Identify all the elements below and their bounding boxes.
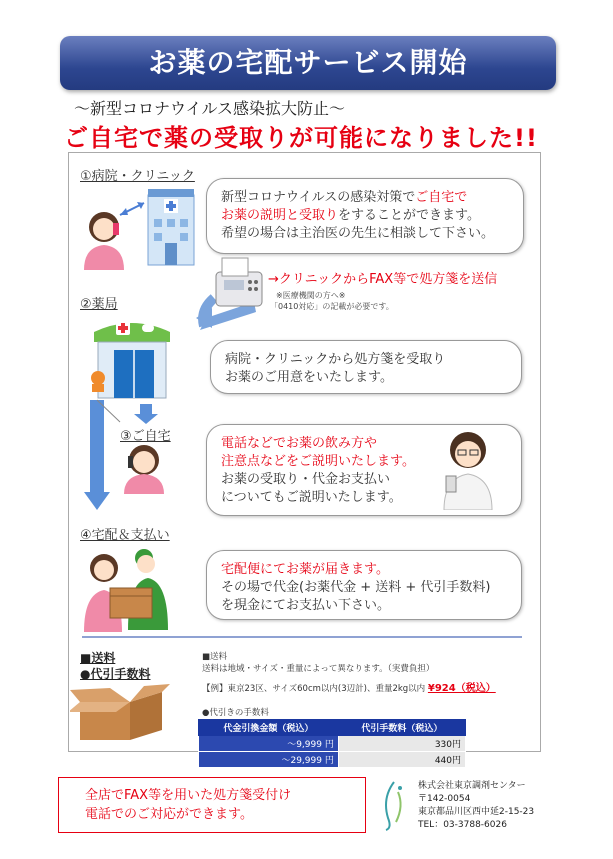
table-cell: ～29,999 円 [199, 752, 339, 768]
table-header-row [199, 720, 466, 736]
pharmacy-building-illustration [86, 312, 178, 402]
shipping-example-text: 【例】東京23区、サイズ60cm以内(3辺計)、重量2kg以内 [202, 684, 426, 694]
step4-text-b: その場で代金(お薬代金 + 送料 + 代引手数料) [221, 580, 491, 595]
table-row [199, 736, 466, 752]
table-header: 代金引換金額（税込） [199, 720, 339, 736]
cardboard-box-illustration [70, 682, 170, 742]
step2-text-a: 病院・クリニックから処方箋を受取り [225, 352, 446, 367]
table-cell: 330円 [338, 736, 465, 752]
step1-text-b: をすることができます。 [338, 208, 480, 223]
fax-note: →クリニックからFAX等で処方箋を送信 [268, 272, 498, 287]
step3-text-b-red: 注意点などをご説明いたします。 [221, 454, 415, 469]
step4-text-a-red: 宅配便にてお薬が届きます。 [221, 562, 389, 577]
step1-text-c: 希望の場合は主治医の先生に相談して下さい。 [221, 226, 495, 241]
section-divider [82, 636, 522, 638]
step1-text-a: 新型コロナウイルスの感染対策で [221, 190, 416, 205]
table-cell: ～9,999 円 [199, 736, 339, 752]
step4-text-c: を現金にてお支払い下さい。 [221, 598, 391, 613]
step3-label: ③ご自宅 [120, 429, 171, 444]
table-cell: 440円 [338, 752, 465, 768]
step4-bubble [206, 550, 522, 620]
step1-text-a-red: ご自宅で [415, 190, 468, 205]
page-title: お薬の宅配サービス開始 [60, 36, 556, 90]
shipping-desc: 送料は地域・サイズ・重量によって異なります。（実費負担） [202, 664, 435, 674]
step3-text-a-red: 電話などでお薬の飲み方や [221, 436, 378, 451]
fax-machine-icon [196, 252, 270, 336]
step2-label: ②薬局 [80, 297, 118, 312]
table-header: 代引手数料（税込） [338, 720, 465, 736]
step2-bubble [210, 340, 522, 394]
notice-line-1: 全店でFAX等を用いた処方箋受付け [85, 788, 292, 803]
pharmacist-illustration [438, 428, 504, 510]
step1-bubble [206, 178, 524, 254]
step3-text-c: お薬の受取り・代金お支払い [221, 472, 391, 487]
step2-text-b: お薬のご用意をいたします。 [225, 370, 393, 385]
cod-title: ●代引きの手数料 [202, 708, 269, 718]
company-logo-icon [376, 778, 410, 832]
notice-line-2: 電話でのご対応ができます。 [85, 807, 253, 822]
fees-heading-shipping: ■送料 [80, 651, 116, 665]
fax-small-note-2: 「0410対応」の記載が必要です。 [270, 302, 394, 311]
company-info [418, 780, 534, 832]
cod-fee-table [198, 719, 466, 768]
company-tel: TEL：03-3788-6026 [418, 820, 507, 830]
fees-heading-cod: ●代引手数料 [80, 667, 151, 681]
step1-text-b-red: お薬の説明と受取り [221, 208, 339, 223]
company-name: 株式会社東京調剤センター [418, 781, 526, 791]
company-postal: 〒142-0054 [418, 794, 471, 804]
fax-small-note-1: ※医療機関の方へ※ [276, 291, 346, 300]
shipping-example-price: ¥924（税込） [427, 683, 496, 694]
subtitle: ～新型コロナウイルス感染拡大防止～ [74, 99, 346, 118]
step3-text-d: についてもご説明いたします。 [221, 490, 402, 505]
step4-label: ④宅配＆支払い [80, 528, 170, 543]
shipping-example [202, 683, 496, 695]
headline: ご自宅で薬の受取りが可能になりました!! [64, 124, 538, 152]
fax-notice-box [58, 777, 366, 833]
company-address: 東京都品川区西中延2-15-23 [418, 807, 535, 817]
table-row [199, 752, 466, 768]
step1-label: ①病院・クリニック [80, 169, 195, 184]
delivery-illustration [82, 542, 178, 634]
shipping-title: ■送料 [202, 652, 228, 662]
patient-on-phone-illustration [118, 440, 170, 494]
